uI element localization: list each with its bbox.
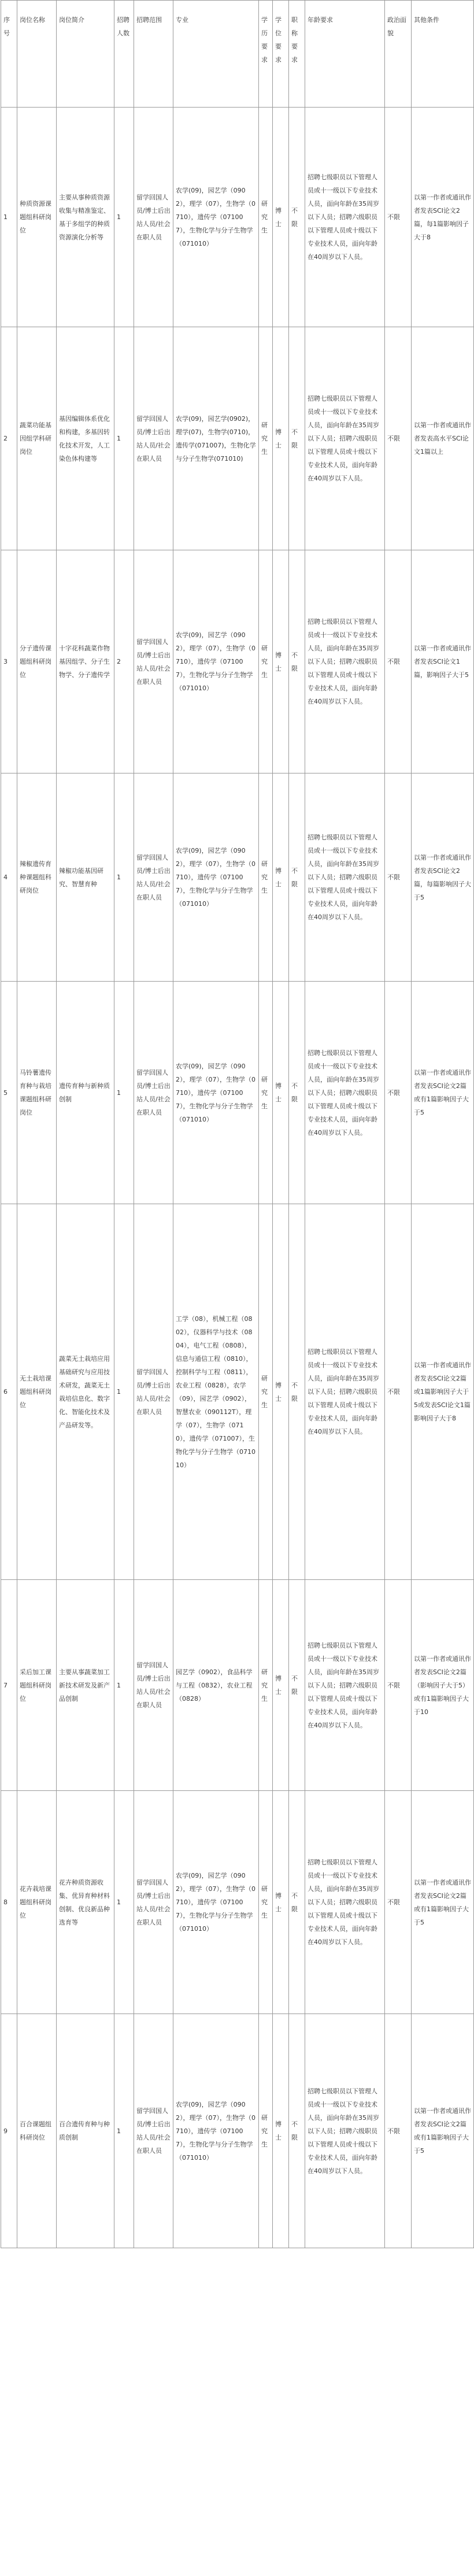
header-title: 职称要求 (289, 1, 305, 108)
cell-edu: 研究生 (259, 108, 273, 327)
cell-political: 不限 (385, 982, 412, 1204)
cell-no: 8 (1, 1791, 17, 2014)
cell-no: 2 (1, 327, 17, 550)
cell-scope: 留学回国人员/博士后出站人员/社会在职人员 (134, 1791, 173, 2014)
cell-title: 不限 (289, 327, 305, 550)
cell-scope: 留学回国人员/博士后出站人员/社会在职人员 (134, 1580, 173, 1791)
cell-name: 百合课题组科研岗位 (17, 2014, 57, 2248)
cell-title: 不限 (289, 773, 305, 982)
cell-degree: 博士 (273, 550, 289, 773)
cell-degree: 博士 (273, 108, 289, 327)
cell-name: 分子遗传课题组科研岗位 (17, 550, 57, 773)
cell-age: 招聘七级职员以下管理人员或十一级以下专业技术人员，面向年龄在35周岁以下人员；招聘六级职员以下管理人员或十级以下专业技术人员，面向年龄在40周岁以下人员。 (305, 773, 385, 982)
cell-political: 不限 (385, 2014, 412, 2248)
cell-title: 不限 (289, 108, 305, 327)
cell-other: 以第一作者或通讯作者发表SCI论文2篇或有1篇影响因子大于5 (412, 2014, 474, 2248)
header-political: 政治面貌 (385, 1, 412, 108)
cell-title: 不限 (289, 2014, 305, 2248)
recruitment-table (1, 0, 474, 2248)
cell-degree: 博士 (273, 982, 289, 1204)
cell-name: 种质资源课题组科研岗位 (17, 108, 57, 327)
header-edu: 学历要求 (259, 1, 273, 108)
cell-no: 4 (1, 773, 17, 982)
cell-degree: 博士 (273, 1204, 289, 1580)
cell-no: 5 (1, 982, 17, 1204)
cell-no: 6 (1, 1204, 17, 1580)
cell-major: 农学(09)，园艺学（0902），理学（07），生物学（0710），遗传学（071007），生物化学与分子生物学（071010） (173, 108, 259, 327)
cell-scope: 留学回国人员/博士后出站人员/社会在职人员 (134, 1204, 173, 1580)
cell-age: 招聘七级职员以下管理人员或十一级以下专业技术人员，面向年龄在35周岁以下人员；招聘六级职员以下管理人员或十级以下专业技术人员，面向年龄在40周岁以下人员。 (305, 2014, 385, 2248)
cell-major: 农学(09)，园艺学（0902），理学（07），生物学（0710），遗传学（071007），生物化学与分子生物学（071010） (173, 1791, 259, 2014)
cell-count: 1 (114, 1204, 134, 1580)
cell-count: 1 (114, 773, 134, 982)
cell-edu: 研究生 (259, 550, 273, 773)
cell-intro: 主要从事蔬菜加工新技术研发及新产品创制 (57, 1580, 114, 1791)
header-name: 岗位名称 (17, 1, 57, 108)
cell-count: 1 (114, 1791, 134, 2014)
cell-count: 1 (114, 2014, 134, 2248)
cell-scope: 留学回国人员/博士后出站人员/社会在职人员 (134, 982, 173, 1204)
cell-age: 招聘七级职员以下管理人员或十一级以下专业技术人员，面向年龄在35周岁以下人员；招聘六级职员以下管理人员或十级以下专业技术人员，面向年龄在40周岁以下人员。 (305, 327, 385, 550)
cell-major: 园艺学（0902），食品科学与工程（0832），农业工程（0828） (173, 1580, 259, 1791)
cell-other: 以第一作者或通讯作者发表SCI论文2篇或有1篇影响因子大于5 (412, 982, 474, 1204)
cell-scope: 留学回国人员/博士后出站人员/社会在职人员 (134, 2014, 173, 2248)
header-row (1, 1, 474, 108)
cell-other: 以第一作者或通讯作者发表SCI论文2篇，每1篇影响因子大于8 (412, 108, 474, 327)
cell-age: 招聘七级职员以下管理人员或十一级以下专业技术人员，面向年龄在35周岁以下人员；招聘六级职员以下管理人员或十级以下专业技术人员，面向年龄在40周岁以下人员。 (305, 550, 385, 773)
table-row (1, 108, 474, 327)
cell-intro: 十字花科蔬菜作物基因组学、分子生物学、分子遗传学 (57, 550, 114, 773)
cell-major: 农学(09)，园艺学（0902），理学（07），生物学（0710），遗传学（071007），生物化学与分子生物学（071010） (173, 773, 259, 982)
header-intro: 岗位简介 (57, 1, 114, 108)
cell-edu: 研究生 (259, 773, 273, 982)
cell-no: 1 (1, 108, 17, 327)
cell-intro: 花卉种质资源收集、优异育种材料创制、优良新品种选育等 (57, 1791, 114, 2014)
cell-scope: 留学回国人员/博士后出站人员/社会在职人员 (134, 327, 173, 550)
cell-political: 不限 (385, 327, 412, 550)
cell-edu: 研究生 (259, 1580, 273, 1791)
cell-major: 农学(09)，园艺学(0902)，理学(07)，生物学(0710)，遗传学(071007)，生物化学与分子生物学(071010) (173, 327, 259, 550)
cell-degree: 博士 (273, 1791, 289, 2014)
cell-intro: 蔬菜无土栽培应用基础研究与应用技术研发，蔬菜无土栽培信息化、数字化、智能化技术及产品研发等。 (57, 1204, 114, 1580)
header-degree: 学位要求 (273, 1, 289, 108)
header-other: 其他条件 (412, 1, 474, 108)
cell-count: 1 (114, 982, 134, 1204)
cell-intro: 辣椒功能基因研究、智慧育种 (57, 773, 114, 982)
header-major: 专业 (173, 1, 259, 108)
cell-no: 3 (1, 550, 17, 773)
cell-count: 1 (114, 108, 134, 327)
table-row (1, 2014, 474, 2248)
cell-scope: 留学回国人员/博士后出站人员/社会在职人员 (134, 550, 173, 773)
cell-degree: 博士 (273, 327, 289, 550)
cell-political: 不限 (385, 1791, 412, 2014)
header-scope: 招聘范围 (134, 1, 173, 108)
table-row (1, 327, 474, 550)
cell-name: 辣椒遗传育种课题组科研岗位 (17, 773, 57, 982)
cell-count: 2 (114, 550, 134, 773)
cell-other: 以第一作者或通讯作者发表SCI论文2篇（影响因子大于5）或有1篇影响因子大于10 (412, 1580, 474, 1791)
cell-title: 不限 (289, 550, 305, 773)
cell-political: 不限 (385, 1204, 412, 1580)
cell-title: 不限 (289, 1204, 305, 1580)
cell-count: 1 (114, 327, 134, 550)
cell-name: 蔬菜功能基因组学科研岗位 (17, 327, 57, 550)
cell-title: 不限 (289, 1791, 305, 2014)
cell-other: 以第一作者或通讯作者发表SCI论文2篇或1篇影响因子大于5或发表SCI论文1篇影响因子大于8 (412, 1204, 474, 1580)
cell-name: 采后加工课题组科研岗位 (17, 1580, 57, 1791)
cell-political: 不限 (385, 773, 412, 982)
cell-other: 以第一作者或通讯作者发表SCI论文2篇或有1篇影响因子大于5 (412, 1791, 474, 2014)
cell-major: 农学(09)，园艺学（0902），理学（07），生物学（0710），遗传学（071007），生物化学与分子生物学（071010） (173, 2014, 259, 2248)
table-row (1, 773, 474, 982)
cell-major: 农学(09)，园艺学（0902），理学（07），生物学（0710），遗传学（071007），生物化学与分子生物学（071010） (173, 550, 259, 773)
header-no: 序号 (1, 1, 17, 108)
cell-title: 不限 (289, 982, 305, 1204)
cell-degree: 博士 (273, 1580, 289, 1791)
header-count: 招聘人数 (114, 1, 134, 108)
cell-title: 不限 (289, 1580, 305, 1791)
cell-political: 不限 (385, 108, 412, 327)
cell-edu: 研究生 (259, 982, 273, 1204)
cell-other: 以第一作者或通讯作者发表SCI论文1篇，影响因子大于5 (412, 550, 474, 773)
cell-name: 马铃薯遗传育种与栽培课题组科研岗位 (17, 982, 57, 1204)
cell-name: 花卉栽培课题组科研岗位 (17, 1791, 57, 2014)
cell-degree: 博士 (273, 773, 289, 982)
cell-age: 招聘七级职员以下管理人员或十一级以下专业技术人员，面向年龄在35周岁以下人员；招聘六级职员以下管理人员或十级以下专业技术人员，面向年龄在40周岁以下人员。 (305, 982, 385, 1204)
cell-other: 以第一作者或通讯作者发表SCI论文2篇，每篇影响因子大于5 (412, 773, 474, 982)
cell-major: 农学(09)，园艺学（0902），理学（07），生物学（0710），遗传学（071007），生物化学与分子生物学（071010） (173, 982, 259, 1204)
cell-intro: 主要从事种质资源收集与精准鉴定、基于多组学的种质资源演化分析等 (57, 108, 114, 327)
cell-edu: 研究生 (259, 2014, 273, 2248)
cell-count: 1 (114, 1580, 134, 1791)
table-row (1, 982, 474, 1204)
cell-other: 以第一作者或通讯作者发表高水平SCI论文1篇以上 (412, 327, 474, 550)
table-row (1, 550, 474, 773)
cell-intro: 百合遗传育种与种质创制 (57, 2014, 114, 2248)
table-row (1, 1204, 474, 1580)
cell-political: 不限 (385, 550, 412, 773)
cell-edu: 研究生 (259, 1204, 273, 1580)
cell-age: 招聘七级职员以下管理人员或十一级以下专业技术人员，面向年龄在35周岁以下人员；招聘六级职员以下管理人员或十级以下专业技术人员，面向年龄在40周岁以下人员。 (305, 108, 385, 327)
cell-age: 招聘七级职员以下管理人员或十一级以下专业技术人员，面向年龄在35周岁以下人员；招聘六级职员以下管理人员或十级以下专业技术人员，面向年龄在40周岁以下人员。 (305, 1580, 385, 1791)
cell-political: 不限 (385, 1580, 412, 1791)
cell-edu: 研究生 (259, 327, 273, 550)
cell-no: 7 (1, 1580, 17, 1791)
cell-edu: 研究生 (259, 1791, 273, 2014)
table-row (1, 1580, 474, 1791)
cell-name: 无土栽培课题组科研岗位 (17, 1204, 57, 1580)
cell-intro: 遗传育种与新种质创制 (57, 982, 114, 1204)
cell-no: 9 (1, 2014, 17, 2248)
cell-scope: 留学回国人员/博士后出站人员/社会在职人员 (134, 108, 173, 327)
cell-age: 招聘七级职员以下管理人员或十一级以下专业技术人员，面向年龄在35周岁以下人员；招聘六级职员以下管理人员或十级以下专业技术人员，面向年龄在40周岁以下人员。 (305, 1791, 385, 2014)
header-age: 年龄要求 (305, 1, 385, 108)
cell-age: 招聘七级职员以下管理人员或十一级以下专业技术人员，面向年龄在35周岁以下人员；招聘六级职员以下管理人员或十级以下专业技术人员，面向年龄在40周岁以下人员。 (305, 1204, 385, 1580)
cell-scope: 留学回国人员/博士后出站人员/社会在职人员 (134, 773, 173, 982)
cell-degree: 博士 (273, 2014, 289, 2248)
cell-intro: 基因编辑体系优化和构建，多基因转化技术开发，人工染色体构建等 (57, 327, 114, 550)
cell-major: 工学（08），机械工程（0802），仪器科学与技术（0804），电气工程（0808），信息与通信工程（0810），控制科学与工程（0811），农业工程（0828），农学（09），园艺学（0902），智慧农业（090112T），理学（07），生物学（0710），遗传学（071007），生物化学与分子生物学（071010） (173, 1204, 259, 1580)
table-row (1, 1791, 474, 2014)
